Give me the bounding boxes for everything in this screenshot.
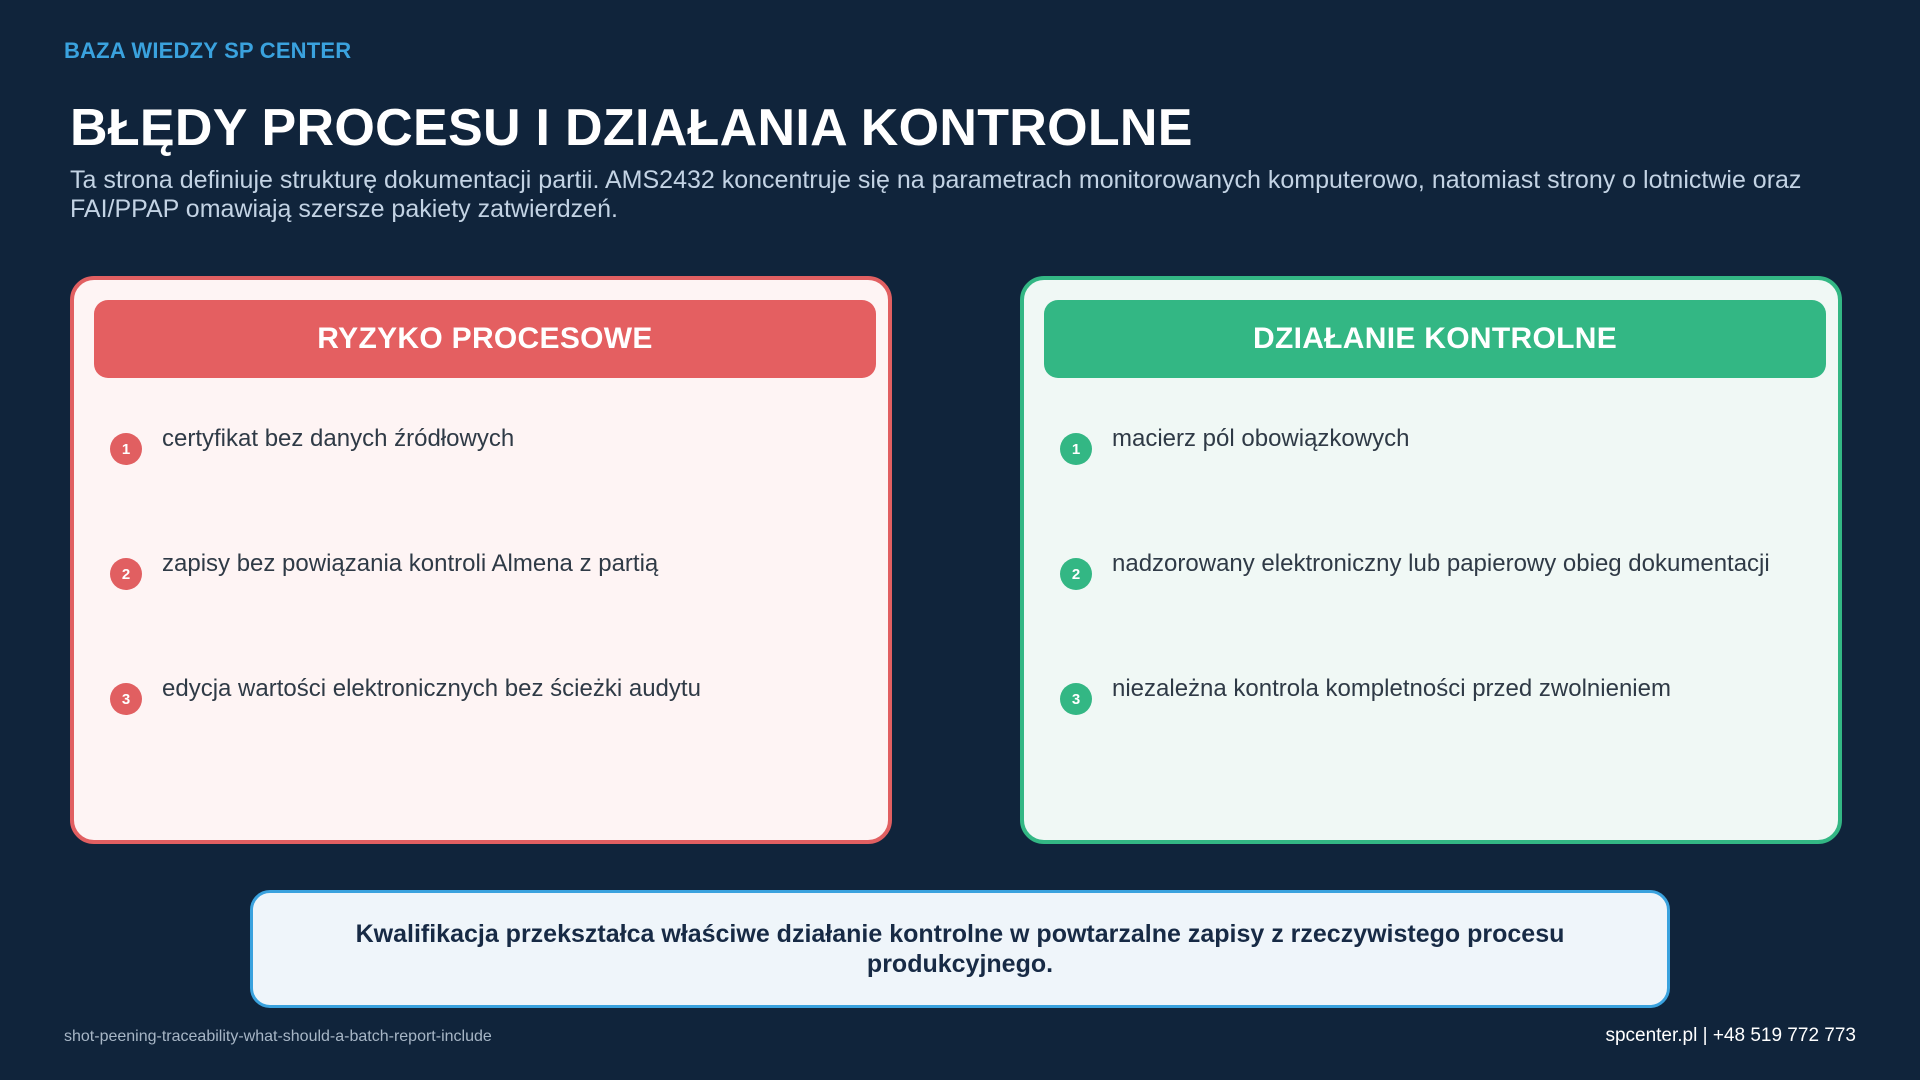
risk-item-number: 1	[110, 433, 142, 465]
risk-item-number: 3	[110, 683, 142, 715]
brand-label: BAZA WIEDZY SP CENTER	[64, 38, 352, 63]
control-item-number: 1	[1060, 433, 1092, 465]
risk-item-number: 2	[110, 558, 142, 590]
risk-item-text: certyfikat bez danych źródłowych	[162, 425, 515, 452]
risk-panel	[70, 276, 892, 844]
page-subtitle: Ta strona definiuje strukturę dokumentacji partii. AMS2432 koncentruje się na parametrach monitorowanych komputerowo, natomiast strony o lotnictwie oraz FAI/PPAP omawiają szersze pakiety zatwierdzeń.	[70, 166, 1802, 223]
control-panel-header: DZIAŁANIE KONTROLNE	[1044, 300, 1826, 378]
risk-item-text: edycja wartości elektronicznych bez ścieżki audytu	[162, 675, 701, 702]
contact-info: spcenter.pl | +48 519 772 773	[1605, 1025, 1856, 1046]
control-item-number: 2	[1060, 558, 1092, 590]
control-item-number: 3	[1060, 683, 1092, 715]
control-panel	[1020, 276, 1842, 844]
page-title: BŁĘDY PROCESU I DZIAŁANIA KONTROLNE	[70, 99, 1193, 157]
risk-item-text: zapisy bez powiązania kontroli Almena z partią	[162, 550, 659, 577]
risk-item	[110, 549, 658, 590]
risk-item	[110, 424, 514, 465]
control-item-text: niezależna kontrola kompletności przed zwolnieniem	[1112, 675, 1671, 702]
control-item	[1060, 549, 1770, 590]
summary-callout: Kwalifikacja przekształca właściwe działanie kontrolne w powtarzalne zapisy z rzeczywistego procesu produkcyjnego.	[250, 890, 1670, 1008]
risk-panel-header: RYZYKO PROCESOWE	[94, 300, 876, 378]
control-item-text: macierz pól obowiązkowych	[1112, 425, 1410, 452]
page-slug: shot-peening-traceability-what-should-a-batch-report-include	[64, 1028, 492, 1045]
control-item	[1060, 674, 1671, 715]
control-item-text: nadzorowany elektroniczny lub papierowy obieg dokumentacji	[1112, 550, 1770, 577]
risk-item	[110, 674, 701, 715]
control-item	[1060, 424, 1409, 465]
